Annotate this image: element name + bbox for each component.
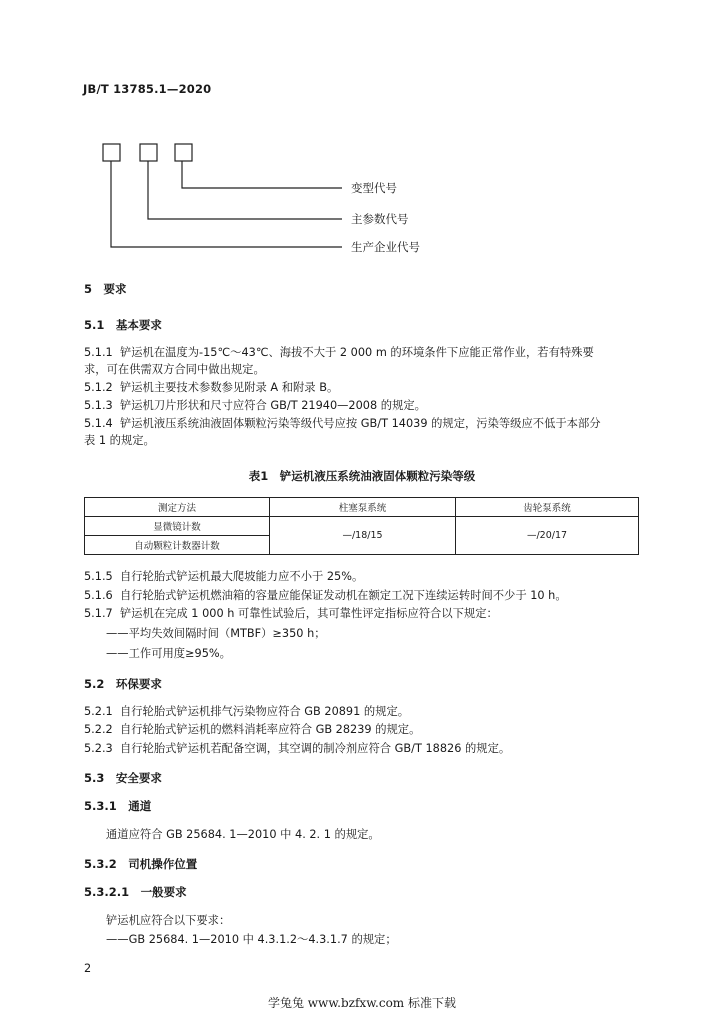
leader-line-variant [182,161,342,188]
clause-5-3-1-text: 通道应符合 GB 25684. 1—2010 中 4. 2. 1 的规定。 [106,828,380,841]
clause-text: 铲运机主要技术参数参见附录 A 和附录 B。 [119,381,339,394]
clause-5-3-2-1-text: 铲运机应符合以下要求： [106,914,231,927]
clause-number: 5.1.3 [84,399,113,412]
label-manufacturer-code: 生产企业代号 [351,240,420,254]
clause-5-1-3 [84,398,426,414]
table-header-cell: 齿轮泵系统 [456,498,639,517]
section-5-3-title: 5.3 安全要求 [84,771,162,785]
section-5-3-2-1-title: 5.3.2.1 一般要求 [84,885,187,899]
clause-number: 5.1.6 [84,589,113,602]
clause-number: 5.2.3 [84,742,113,755]
clause-number: 5.1.1 [84,346,113,359]
clause-5-1-4-cont: 表 1 的规定。 [84,434,155,447]
clause-5-2-2 [84,722,420,738]
clause-number: 5.1.7 [84,607,113,620]
clause-5-1-1 [84,345,594,361]
clause-text: 自行轮胎式铲运机最大爬坡能力应不小于 25%。 [119,570,364,583]
clause-number: 5.1.2 [84,381,113,394]
clause-text: 自行轮胎式铲运机的燃料消耗率应符合 GB 28239 的规定。 [119,723,421,736]
table-1-caption: 表1 铲运机液压系统油液固体颗粒污染等级 [248,469,476,483]
section-5-3-1-title: 5.3.1 通道 [84,799,152,813]
clause-5-1-1-cont: 求，可在供需双方合同中做出规定。 [84,363,265,376]
clause-5-2-3 [84,741,510,757]
table-header-row [85,498,639,517]
label-main-param-code: 主参数代号 [351,212,409,226]
code-box-3 [175,144,192,161]
code-box-2 [140,144,157,161]
table-header-cell: 柱塞泵系统 [270,498,456,517]
leader-line-main-param [148,161,342,219]
clause-text: 铲运机液压系统油液固体颗粒污染等级代号应按 GB/T 14039 的规定，污染等级应不低于本部分 [119,417,601,430]
standard-code: JB/T 13785.1—2020 [83,82,212,96]
section-5-2-title: 5.2 环保要求 [84,677,162,691]
clause-5-1-4 [84,416,601,432]
page-number: 2 [84,962,92,975]
clause-text: 铲运机在温度为-15℃～43℃、海拔不大于 2 000 m 的环境条件下应能正常作业，若有特殊要 [119,346,594,359]
clause-5-1-6 [84,588,567,604]
list-item-availability: ——工作可用度≥95%。 [106,647,231,660]
clause-5-1-5 [84,569,363,585]
clause-number: 5.1.4 [84,417,113,430]
leader-line-manufacturer [111,161,342,247]
code-structure-diagram [0,0,724,270]
clause-text: 自行轮胎式铲运机若配备空调，其空调的制冷剂应符合 GB/T 18826 的规定。 [119,742,511,755]
table-1 [84,497,639,555]
clause-text: 自行轮胎式铲运机排气污染物应符合 GB 20891 的规定。 [119,705,410,718]
table-header-cell: 测定方法 [85,498,270,517]
clause-5-2-1 [84,704,409,720]
table-cell-gear: —/20/17 [456,517,639,555]
section-5-title: 5 要求 [84,282,127,296]
section-5-3-2-title: 5.3.2 司机操作位置 [84,857,198,871]
section-5-1-title: 5.1 基本要求 [84,318,162,332]
clause-number: 5.2.1 [84,705,113,718]
clause-text: 铲运机在完成 1 000 h 可靠性试验后，其可靠性评定指标应符合以下规定： [119,607,498,620]
clause-5-1-2 [84,380,338,396]
table-row [85,517,639,536]
list-item-mtbf: ——平均失效间隔时间（MTBF）≥350 h； [106,627,326,640]
clause-5-1-7 [84,606,498,622]
table-cell-method: 显微镜计数 [85,517,270,536]
clause-text: 自行轮胎式铲运机燃油箱的容量应能保证发动机在额定工况下连续运转时间不少于 10 h。 [119,589,567,602]
clause-text: 铲运机刀片形状和尺寸应符合 GB/T 21940—2008 的规定。 [119,399,426,412]
label-variant-code: 变型代号 [351,181,397,195]
clause-5-3-2-1-list-item: ——GB 25684. 1—2010 中 4.3.1.2～4.3.1.7 的规定； [106,933,397,946]
code-box-1 [103,144,120,161]
table-cell-piston: —/18/15 [270,517,456,555]
table-cell-method: 自动颗粒计数器计数 [85,536,270,555]
footer-watermark: 学兔兔 www.bzfxw.com 标准下载 [267,996,457,1010]
clause-number: 5.2.2 [84,723,113,736]
clause-number: 5.1.5 [84,570,113,583]
